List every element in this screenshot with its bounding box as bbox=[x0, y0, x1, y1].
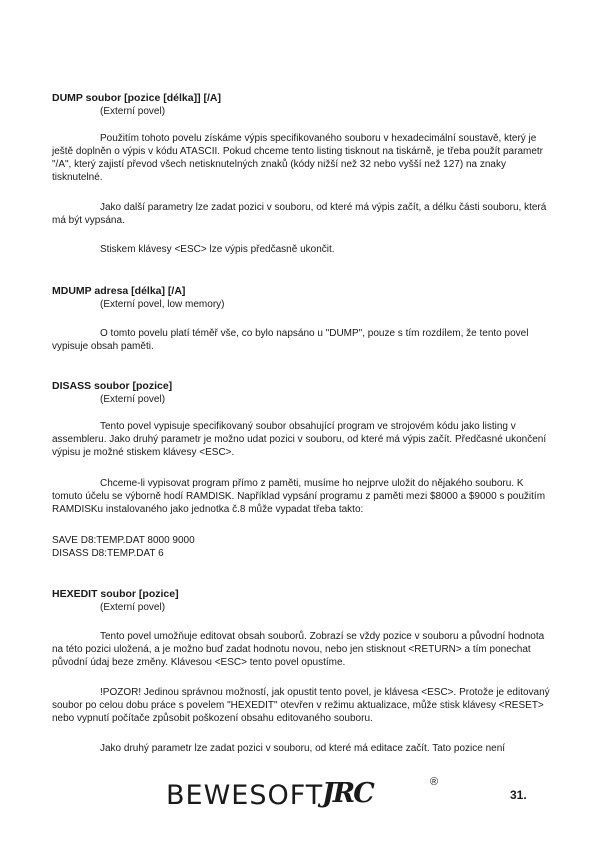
mdump-title: MDUMP adresa [délka] [/A] bbox=[52, 285, 186, 297]
disass-paragraph-2: Chceme-li vypisovat program přímo z paměti, musíme ho nejprve uložit do nějakého souboru. K tomuto účelu se výborně hodí RAMDISK. Například vypsání programu z paměti mezi $8000 a $9000 s použitím RAMDISKu instalovaného jako jednotka č.8 může vypadat třeba takto: bbox=[52, 478, 546, 515]
dump-subtitle: (Externí povel) bbox=[100, 106, 166, 117]
page-footer bbox=[0, 778, 600, 818]
hexedit-paragraph-1: Tento povel umožňuje editovat obsah souborů. Zobrazí se vždy pozice v souboru a původní hodnota na této pozici uložená, a je možno buď zadat hodnotu novou, nebo jen stisknout <RETURN> a tím ponechat původní údaj beze změny. Klávesou <ESC> tento povel opustíme. bbox=[52, 631, 545, 668]
disass-subtitle: (Externí povel) bbox=[100, 394, 166, 405]
hexedit-paragraph-3: Jako druhý parametr lze zadat pozici v souboru, od které má editace začít. Tato pozice není bbox=[100, 743, 506, 754]
disass-title: DISASS soubor [pozice] bbox=[52, 380, 173, 392]
page-number: 31. bbox=[510, 788, 527, 802]
mdump-subtitle: (Externí povel, low memory) bbox=[100, 299, 225, 310]
mdump-heading bbox=[52, 285, 560, 311]
hexedit-title: HEXEDIT soubor [pozice] bbox=[52, 588, 179, 600]
disass-paragraph-1: Tento povel vypisuje specifikovaný soubor obsahující program ve strojovém kódu jako listing v assembleru. Jako druhý parametr je možno udat pozici v souboru, od které má výpis začít. Předčasné ukončení výpisu je možné stiskem klávesy <ESC>. bbox=[52, 421, 547, 458]
disass-code-line-1: SAVE D8:TEMP.DAT 8000 9000 bbox=[52, 535, 195, 546]
hexedit-paragraph-2: !POZOR! Jedinou správnou možností, jak opustit tento povel, je klávesa <ESC>. Protože je editovaný soubor po celou dobu práce s povelem "HEXEDIT" otevřen v režimu aktualizace, může stisk klávesy <RESET> nebo vypnutí počítače způsobit poškození obsahu editovaného souboru. bbox=[52, 687, 550, 724]
hexedit-subtitle: (Externí povel) bbox=[100, 602, 166, 613]
jrc-logo: JRC bbox=[322, 778, 373, 809]
dump-paragraph-1: Použitím tohoto povelu získáme výpis specifikovaného souboru v hexadecimální soustavě, který je ještě doplněn o výpis v kódu ATASCII. Pokud chceme tento listing tisknout na tiskárně, je třeba použít parametr "/A", který zajistí převod všech netisknutelných znaků (kódy nižší než 32 nebo vyšší než 127) na znaky tisknutelné. bbox=[52, 133, 544, 183]
mdump-paragraph-1: O tomto povelu platí téměř vše, co bylo napsáno u "DUMP", pouze s tím rozdílem, že tento povel vypisuje obsah paměti. bbox=[52, 328, 529, 352]
bewesoft-logo: BEWESOFT bbox=[166, 780, 324, 811]
dump-heading bbox=[52, 92, 560, 118]
hexedit-heading bbox=[52, 588, 560, 614]
registered-mark: ® bbox=[430, 776, 439, 788]
disass-code-line-2: DISASS D8:TEMP.DAT 6 bbox=[52, 548, 164, 559]
dump-paragraph-2: Jako další parametry lze zadat pozici v souboru, od které má výpis začít, a délku části souboru, která má být vypsána. bbox=[52, 202, 547, 226]
dump-paragraph-3: Stiskem klávesy <ESC> lze výpis předčasně ukončit. bbox=[100, 244, 335, 255]
disass-heading bbox=[52, 380, 560, 406]
dump-title: DUMP soubor [pozice [délka]] [/A] bbox=[52, 92, 221, 104]
